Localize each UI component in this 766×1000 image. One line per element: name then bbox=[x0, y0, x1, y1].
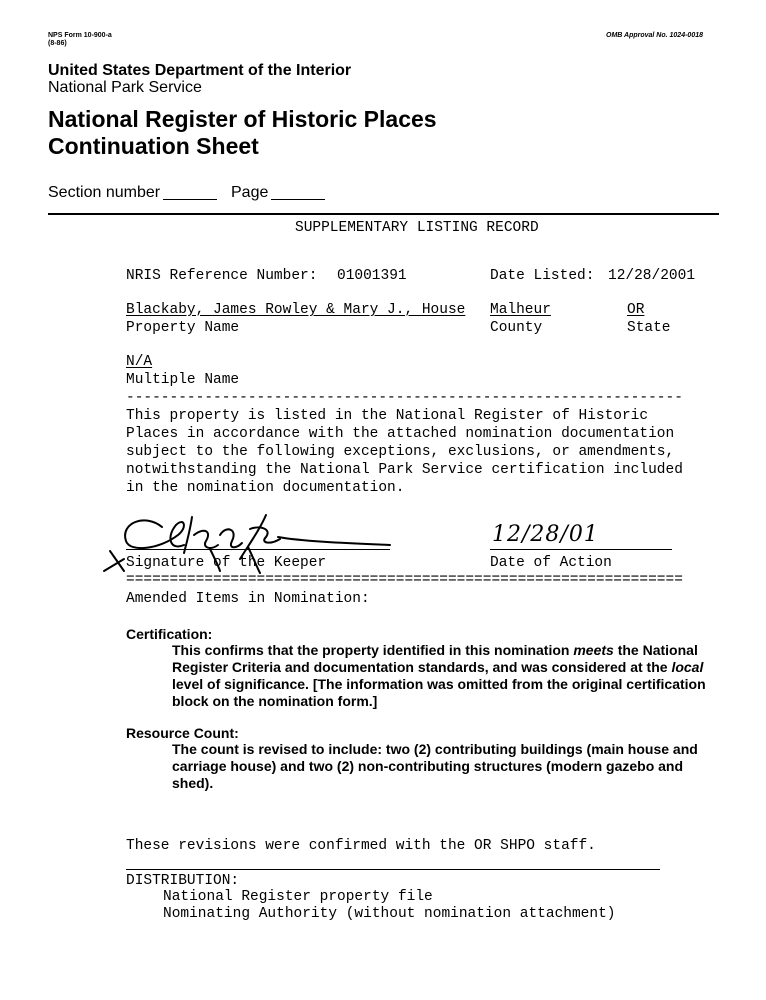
dash-separator: ---------------------------------------------------------------- bbox=[126, 390, 683, 406]
statement-line-5: in the nomination documentation. bbox=[126, 480, 405, 496]
local-emphasis: local bbox=[671, 659, 704, 675]
section-number-blank bbox=[163, 199, 217, 200]
county-label: County bbox=[490, 320, 543, 336]
section-number-label: Section number bbox=[48, 184, 161, 201]
distribution-divider bbox=[126, 869, 660, 870]
meets-emphasis: meets bbox=[573, 642, 614, 658]
record-heading: SUPPLEMENTARY LISTING RECORD bbox=[295, 220, 539, 236]
state-value: OR bbox=[627, 302, 645, 318]
multiple-name-label: Multiple Name bbox=[126, 372, 240, 388]
signature-label: Signature of the Keeper bbox=[126, 555, 327, 571]
property-name-label: Property Name bbox=[126, 320, 240, 336]
distribution-item: National Register property file bbox=[163, 889, 433, 905]
property-name-value: Blackaby, James Rowley & Mary J., House bbox=[126, 302, 466, 318]
state-label: State bbox=[627, 320, 671, 336]
nris-label: NRIS Reference Number: bbox=[126, 268, 318, 284]
distribution-item: Nominating Authority (without nomination attachment) bbox=[163, 906, 616, 922]
handwritten-date: 12/28/01 bbox=[492, 522, 599, 547]
statement-line-2: Places in accordance with the attached nomination documentation bbox=[126, 426, 675, 442]
form-date: (8-86) bbox=[48, 40, 67, 47]
statement-line-3: subject to the following exceptions, exclusions, or amendments, bbox=[126, 444, 675, 460]
date-of-action-label: Date of Action bbox=[490, 555, 612, 571]
amended-label: Amended Items in Nomination: bbox=[126, 591, 370, 607]
date-listed-value: 12/28/2001 bbox=[608, 268, 696, 284]
service-name: National Park Service bbox=[48, 79, 202, 96]
confirmation-text: These revisions were confirmed with the OR SHPO staff. bbox=[126, 838, 596, 854]
resource-count-text: The count is revised to include: two (2) contributing buildings (main house and carriage house) and two (2) non-contributing structures (modern gazebo and shed). bbox=[172, 741, 698, 791]
statement-line-4: notwithstanding the National Park Service certification included bbox=[126, 462, 683, 478]
page-label: Page bbox=[231, 184, 269, 201]
form-number: NPS Form 10-900-a bbox=[48, 32, 112, 39]
date-line bbox=[490, 549, 672, 550]
statement-line-1: This property is listed in the National Register of Historic bbox=[126, 408, 649, 424]
signature-line bbox=[126, 549, 390, 550]
nris-value: 01001391 bbox=[337, 268, 407, 284]
certification-heading: Certification: bbox=[126, 626, 213, 642]
date-listed-label: Date Listed: bbox=[490, 268, 595, 284]
header-divider bbox=[48, 213, 719, 215]
equals-separator: ================================================================ bbox=[126, 572, 683, 588]
page-title: National Register of Historic Places bbox=[48, 106, 437, 132]
distribution-label: DISTRIBUTION: bbox=[126, 873, 240, 889]
county-value: Malheur bbox=[490, 302, 551, 318]
certification-text: This confirms that the property identified in this nomination meets the National Register Criteria and documentation standards, and was considered at the local level of significance. [The information was omitted from the original certification block on the nomination form.] bbox=[172, 642, 706, 709]
page-subtitle: Continuation Sheet bbox=[48, 133, 259, 159]
page-number-blank bbox=[271, 199, 325, 200]
department-name: United States Department of the Interior bbox=[48, 62, 352, 79]
omb-approval: OMB Approval No. 1024-0018 bbox=[606, 32, 703, 39]
resource-count-heading: Resource Count: bbox=[126, 725, 239, 741]
multiple-name-value: N/A bbox=[126, 354, 153, 370]
